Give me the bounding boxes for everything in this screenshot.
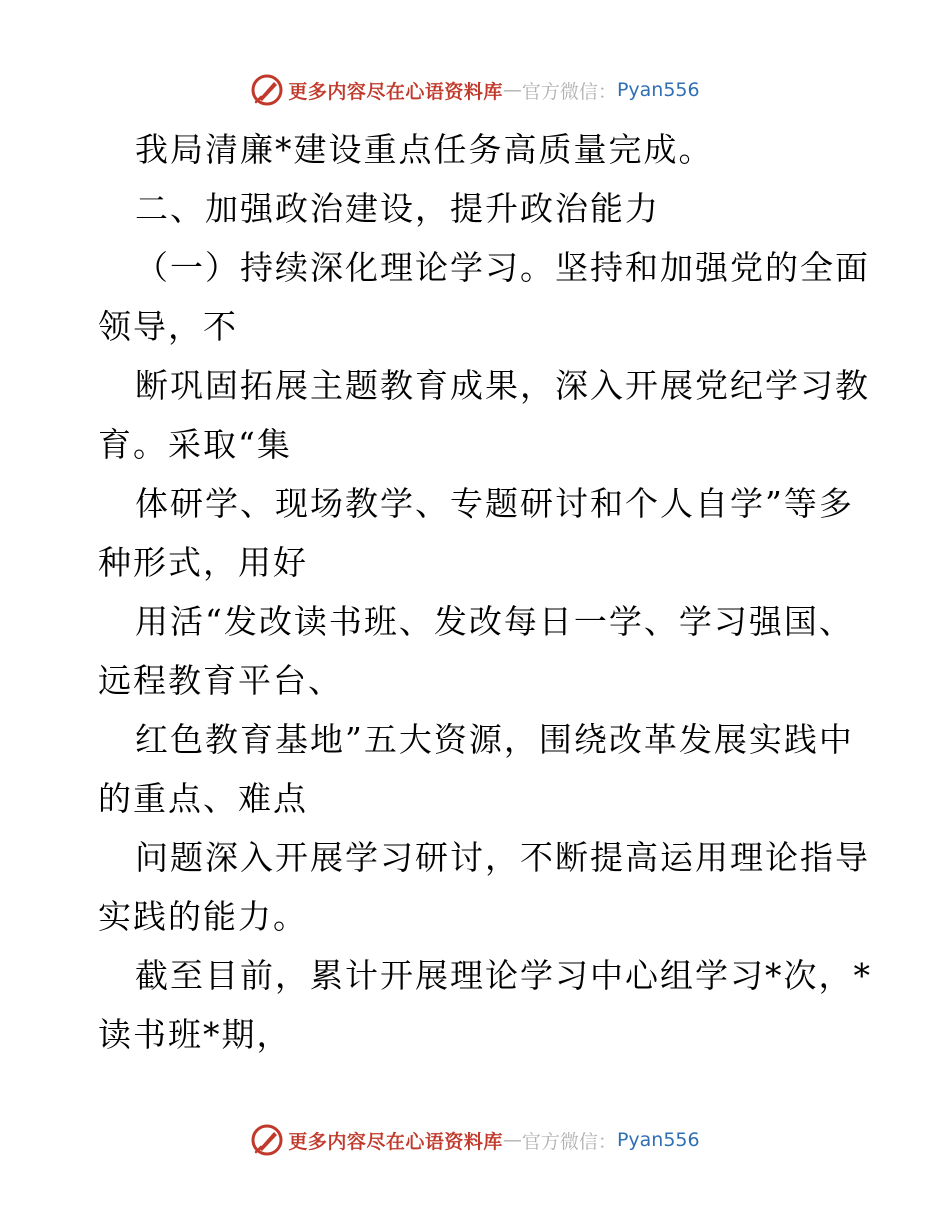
header-watermark [0, 70, 950, 110]
body-line: 领导，不 [98, 307, 238, 346]
body-line: 远程教育平台、 [98, 661, 343, 700]
subsection-heading: （一）持续深化理论学习。坚持和加强党的全面 [135, 248, 870, 287]
body-line: 育。采取“集 [98, 425, 292, 464]
body-line: 种形式，用好 [98, 543, 308, 582]
banner-wechat-label: 官方微信： [521, 80, 617, 103]
body-line: 问题深入开展学习研讨，不断提高运用理论指导 [135, 838, 870, 877]
body-line: 截至目前，累计开展理论学习中心组学习*次，* [135, 956, 872, 995]
banner-wechat-id: Pyan556 [616, 79, 700, 101]
banner-site-text: 更多内容尽在心语资料库 [288, 1130, 503, 1153]
body-line: 用活“发改读书班、发改每日一学、学习强国、 [135, 602, 854, 641]
body-line: 体研学、现场教学、专题研讨和个人自学”等多 [135, 484, 854, 523]
body-line: 断巩固拓展主题教育成果，深入开展党纪学习教 [135, 366, 870, 405]
quill-logo-icon [250, 1123, 284, 1157]
banner-dash: — [502, 1129, 522, 1151]
banner-dash: — [502, 79, 522, 101]
footer-watermark [0, 1120, 950, 1160]
body-line: 我局清廉*建设重点任务高质量完成。 [135, 130, 714, 169]
body-line: 红色教育基地”五大资源，围绕改革发展实践中 [135, 720, 854, 759]
banner-site-text: 更多内容尽在心语资料库 [288, 80, 503, 103]
banner-wechat-label: 官方微信： [521, 1130, 617, 1153]
banner-wechat-id: Pyan556 [616, 1129, 700, 1151]
quill-logo-icon [250, 73, 284, 107]
body-line: 读书班*期， [98, 1015, 292, 1054]
document-body [98, 120, 872, 1064]
body-line: 的重点、难点 [98, 779, 308, 818]
section-heading: 二、加强政治建设，提升政治能力 [135, 189, 660, 228]
body-line: 实践的能力。 [98, 897, 308, 936]
